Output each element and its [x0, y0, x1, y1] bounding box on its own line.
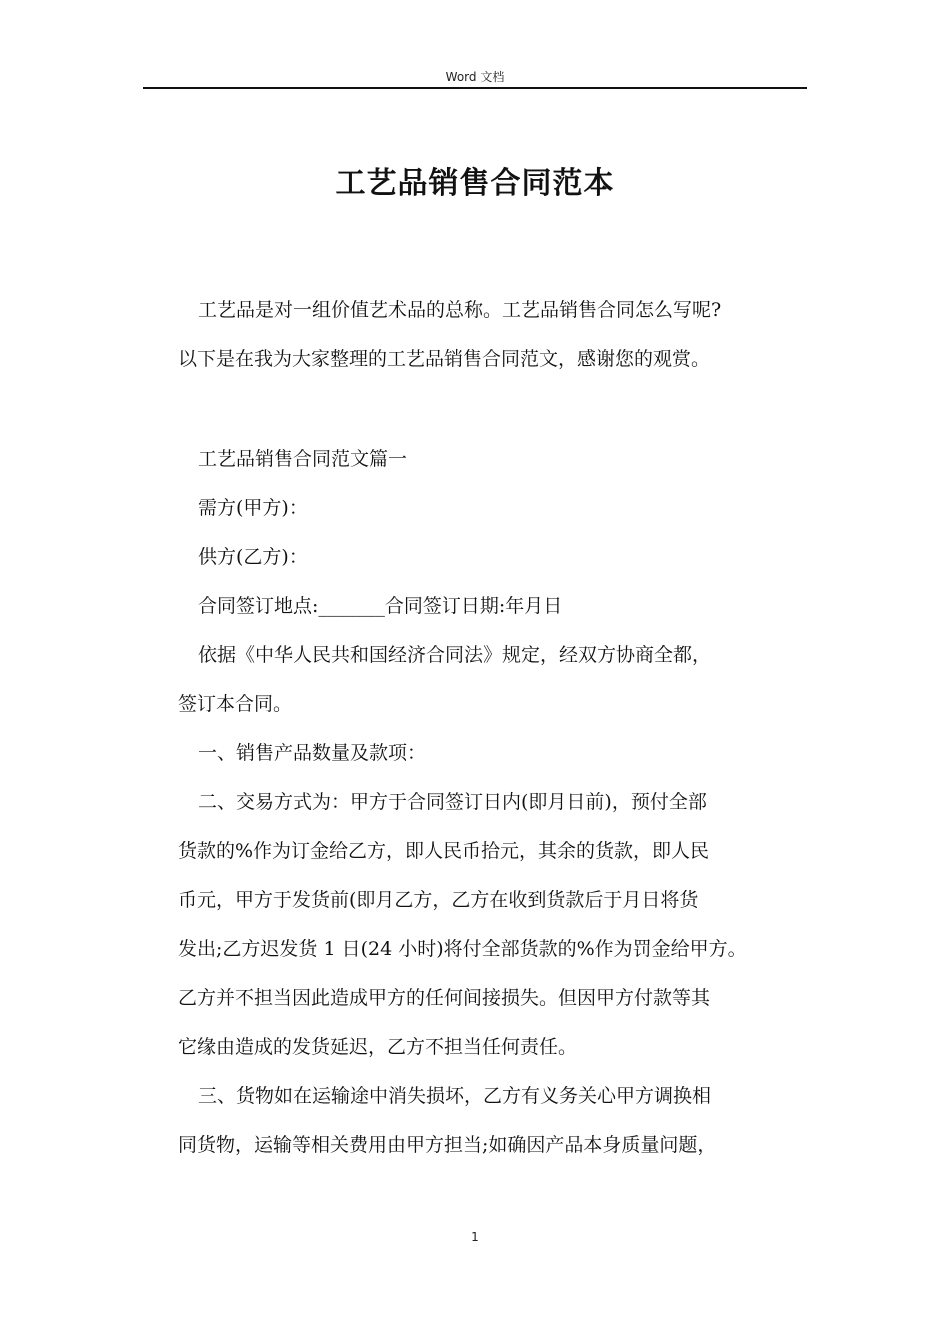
intro-paragraph: [178, 286, 808, 384]
clause-3: 三、货物如在运输途中消失损坏，乙方有义务关心甲方调换相: [198, 1085, 712, 1107]
paragraph-line: 同货物，运输等相关费用由甲方担当;如确因产品本身质量问题，: [178, 1134, 717, 1156]
section-heading: 工艺品销售合同范文篇一: [198, 448, 408, 470]
document-title: 工艺品销售合同范本: [335, 166, 615, 201]
page-number: 1: [471, 1230, 479, 1244]
paragraph-line: 乙方并不担当因此造成甲方的任何间接损失。但因甲方付款等其: [178, 987, 711, 1009]
paragraph-line: 工艺品是对一组价值艺术品的总称。工艺品销售合同怎么写呢?: [198, 299, 722, 321]
paragraph-line: 签订本合同。: [178, 693, 293, 715]
contract-body: [178, 435, 808, 1170]
paragraph-line: 它缘由造成的发货延迟，乙方不担当任何责任。: [178, 1036, 578, 1058]
paragraph-line: 货款的%作为订金给乙方，即人民币拾元，其余的货款，即人民: [178, 840, 710, 862]
party-b-line: 供方(乙方)：: [198, 546, 308, 568]
paragraph-line: 依据《中华人民共和国经济合同法》规定，经双方协商全都，: [198, 644, 712, 666]
header-divider: [143, 87, 807, 89]
page-header: Word 文档: [445, 70, 505, 84]
paragraph-line: 以下是在我为大家整理的工艺品销售合同范文，感谢您的观赏。: [178, 348, 711, 370]
paragraph-line: 发出;乙方迟发货 1 日(24 小时)将付全部货款的%作为罚金给甲方。: [178, 938, 747, 960]
paragraph-line: 币元，甲方于发货前(即月乙方，乙方在收到货款后于月日将货: [178, 889, 699, 911]
clause-2: 二、交易方式为：甲方于合同签订日内(即月日前)，预付全部: [198, 791, 707, 813]
signing-info-line: 合同签订地点:_______合同签订日期:年月日: [198, 595, 563, 617]
party-a-line: 需方(甲方)：: [198, 497, 308, 519]
clause-1: 一、销售产品数量及款项：: [198, 742, 427, 764]
